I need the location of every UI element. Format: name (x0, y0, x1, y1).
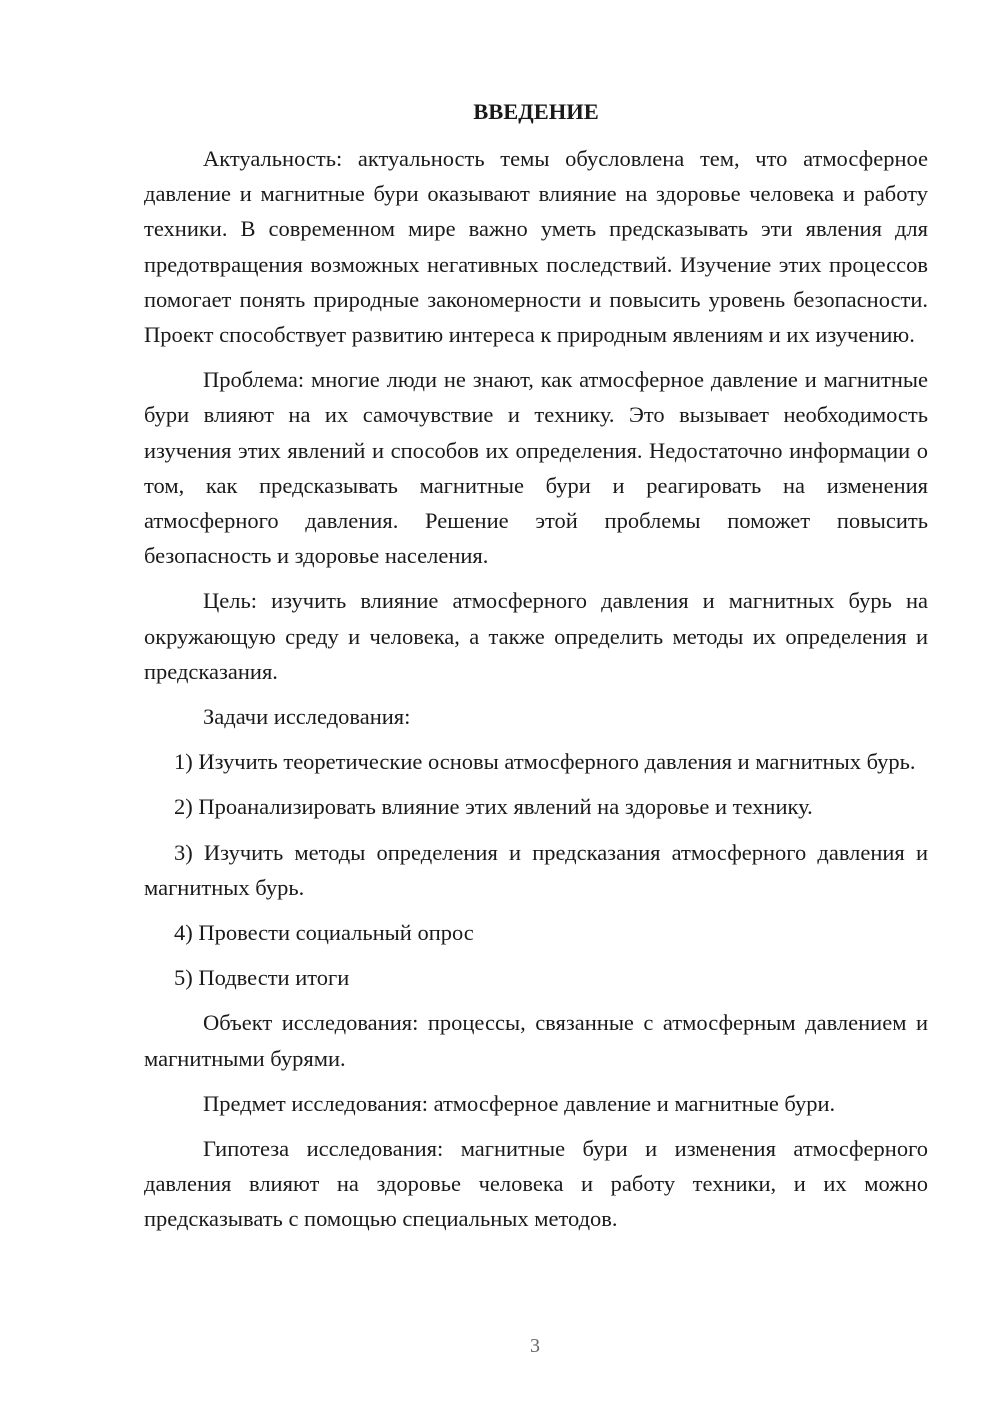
section-title: ВВЕДЕНИЕ (473, 99, 599, 124)
task-item: 5) Подвести итоги (174, 965, 350, 991)
tasks-heading: Задачи исследования: (203, 704, 411, 730)
subject-paragraph: Предмет исследования: атмосферное давление и магнитные бури. (203, 1090, 836, 1116)
task-item: 4) Провести социальный опрос (174, 920, 474, 946)
tasks-list (144, 744, 928, 995)
task-item: 3) Изучить методы определения и предсказания атмосферного давления и магнитных бурь. (144, 839, 928, 900)
task-item: 2) Проанализировать влияние этих явлений на здоровье и технику. (174, 794, 813, 820)
task-item: 1) Изучить теоретические основы атмосферного давления и магнитных бурь. (174, 749, 916, 775)
problem-paragraph: Проблема: многие люди не знают, как атмосферное давление и магнитные бури влияют на их самочувствие и технику. Это вызывает необходимость изучения этих явлений и способов их определения. Недостаточно информации о том, как предсказывать магнитные бури и реагировать на изменения атмосферного давления. Решение этой проблемы поможет повысить безопасность и здоровье населения. (144, 367, 928, 569)
relevance-paragraph: Актуальность: актуальность темы обусловлена тем, что атмосферное давление и магнитные бури оказывают влияние на здоровье человека и работу техники. В современном мире важно уметь предсказывать эти явления для предотвращения возможных негативных последствий. Изучение этих процессов помогает понять природные закономерности и повысить уровень безопасности. Проект способствует развитию интереса к природным явлениям и их изучению. (144, 146, 928, 348)
object-paragraph: Объект исследования: процессы, связанные с атмосферным давлением и магнитными бурями. (144, 1010, 928, 1071)
page-number: 3 (530, 1335, 540, 1357)
goal-paragraph: Цель: изучить влияние атмосферного давления и магнитных бурь на окружающую среду и человека, а также определить методы их определения и предсказания. (144, 588, 928, 684)
document-page (144, 94, 928, 1237)
hypothesis-paragraph: Гипотеза исследования: магнитные бури и изменения атмосферного давления влияют на здоровье человека и работу техники, и их можно предсказывать с помощью специальных методов. (144, 1136, 928, 1232)
